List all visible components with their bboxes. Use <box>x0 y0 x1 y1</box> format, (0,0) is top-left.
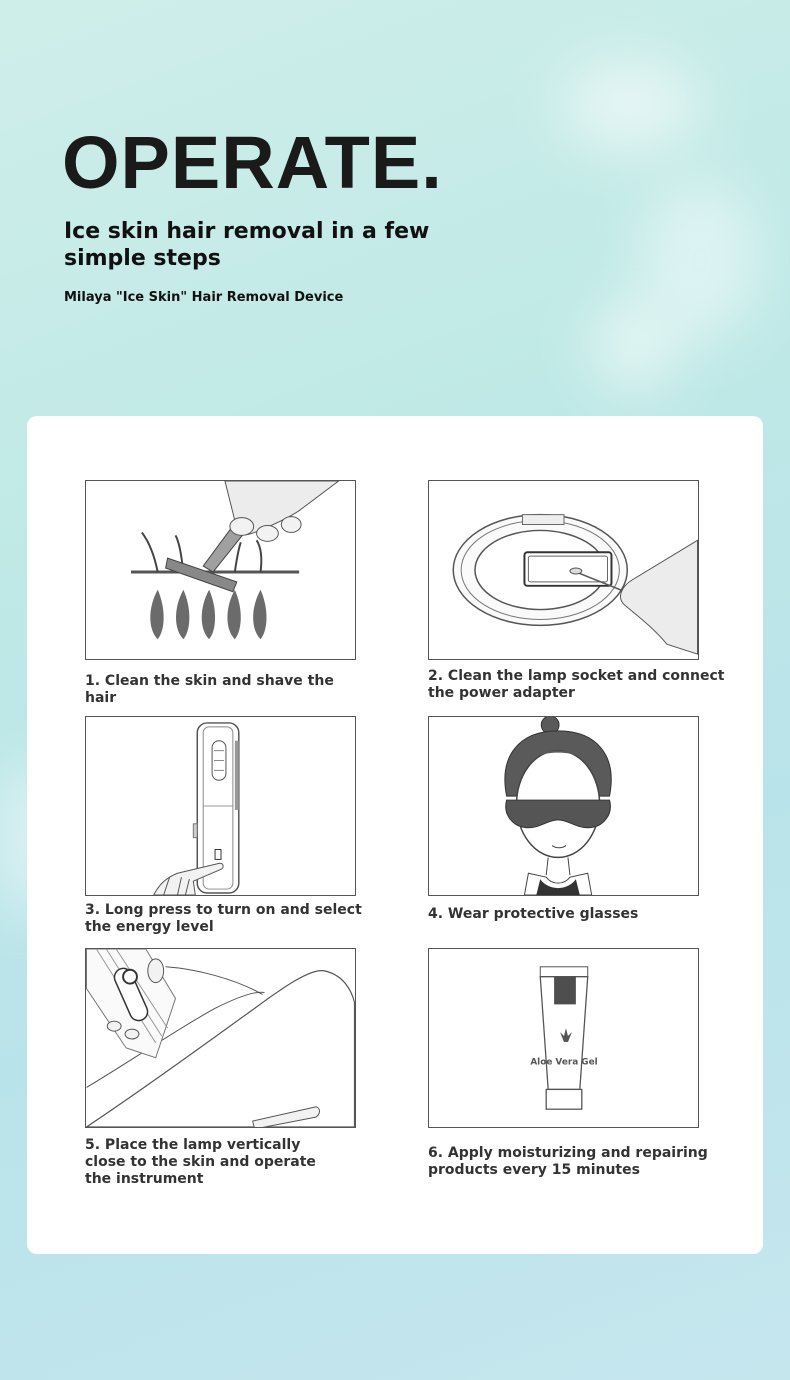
light-flare <box>590 300 680 390</box>
step-3-caption: 3. Long press to turn on and select the energy level <box>85 902 362 935</box>
device-power-button-illustration <box>85 716 356 896</box>
light-flare <box>560 60 700 150</box>
step-4-caption: 4. Wear protective glasses <box>428 906 639 922</box>
step-6-caption: 6. Apply moisturizing and repairing products every 15 minutes <box>428 1145 708 1178</box>
step-1-caption: 1. Clean the skin and shave the hair <box>85 673 334 706</box>
steps-card <box>27 416 763 1254</box>
device-on-leg-illustration <box>85 948 356 1128</box>
razor-shaving-illustration <box>85 480 356 660</box>
gel-tube-label: Aloe Vera Gel <box>530 1057 598 1068</box>
lamp-socket-cleaning-illustration <box>428 480 699 660</box>
aloe-gel-tube-illustration <box>428 948 699 1128</box>
page-title: OPERATE. <box>62 121 443 204</box>
page-subtitle: Ice skin hair removal in a few simple steps <box>64 219 430 271</box>
product-name: Milaya "Ice Skin" Hair Removal Device <box>64 290 344 305</box>
step-5-caption: 5. Place the lamp vertically close to the skin and operate the instrument <box>85 1137 316 1187</box>
step-2-caption: 2. Clean the lamp socket and connect the power adapter <box>428 668 725 701</box>
protective-glasses-illustration <box>428 716 699 896</box>
